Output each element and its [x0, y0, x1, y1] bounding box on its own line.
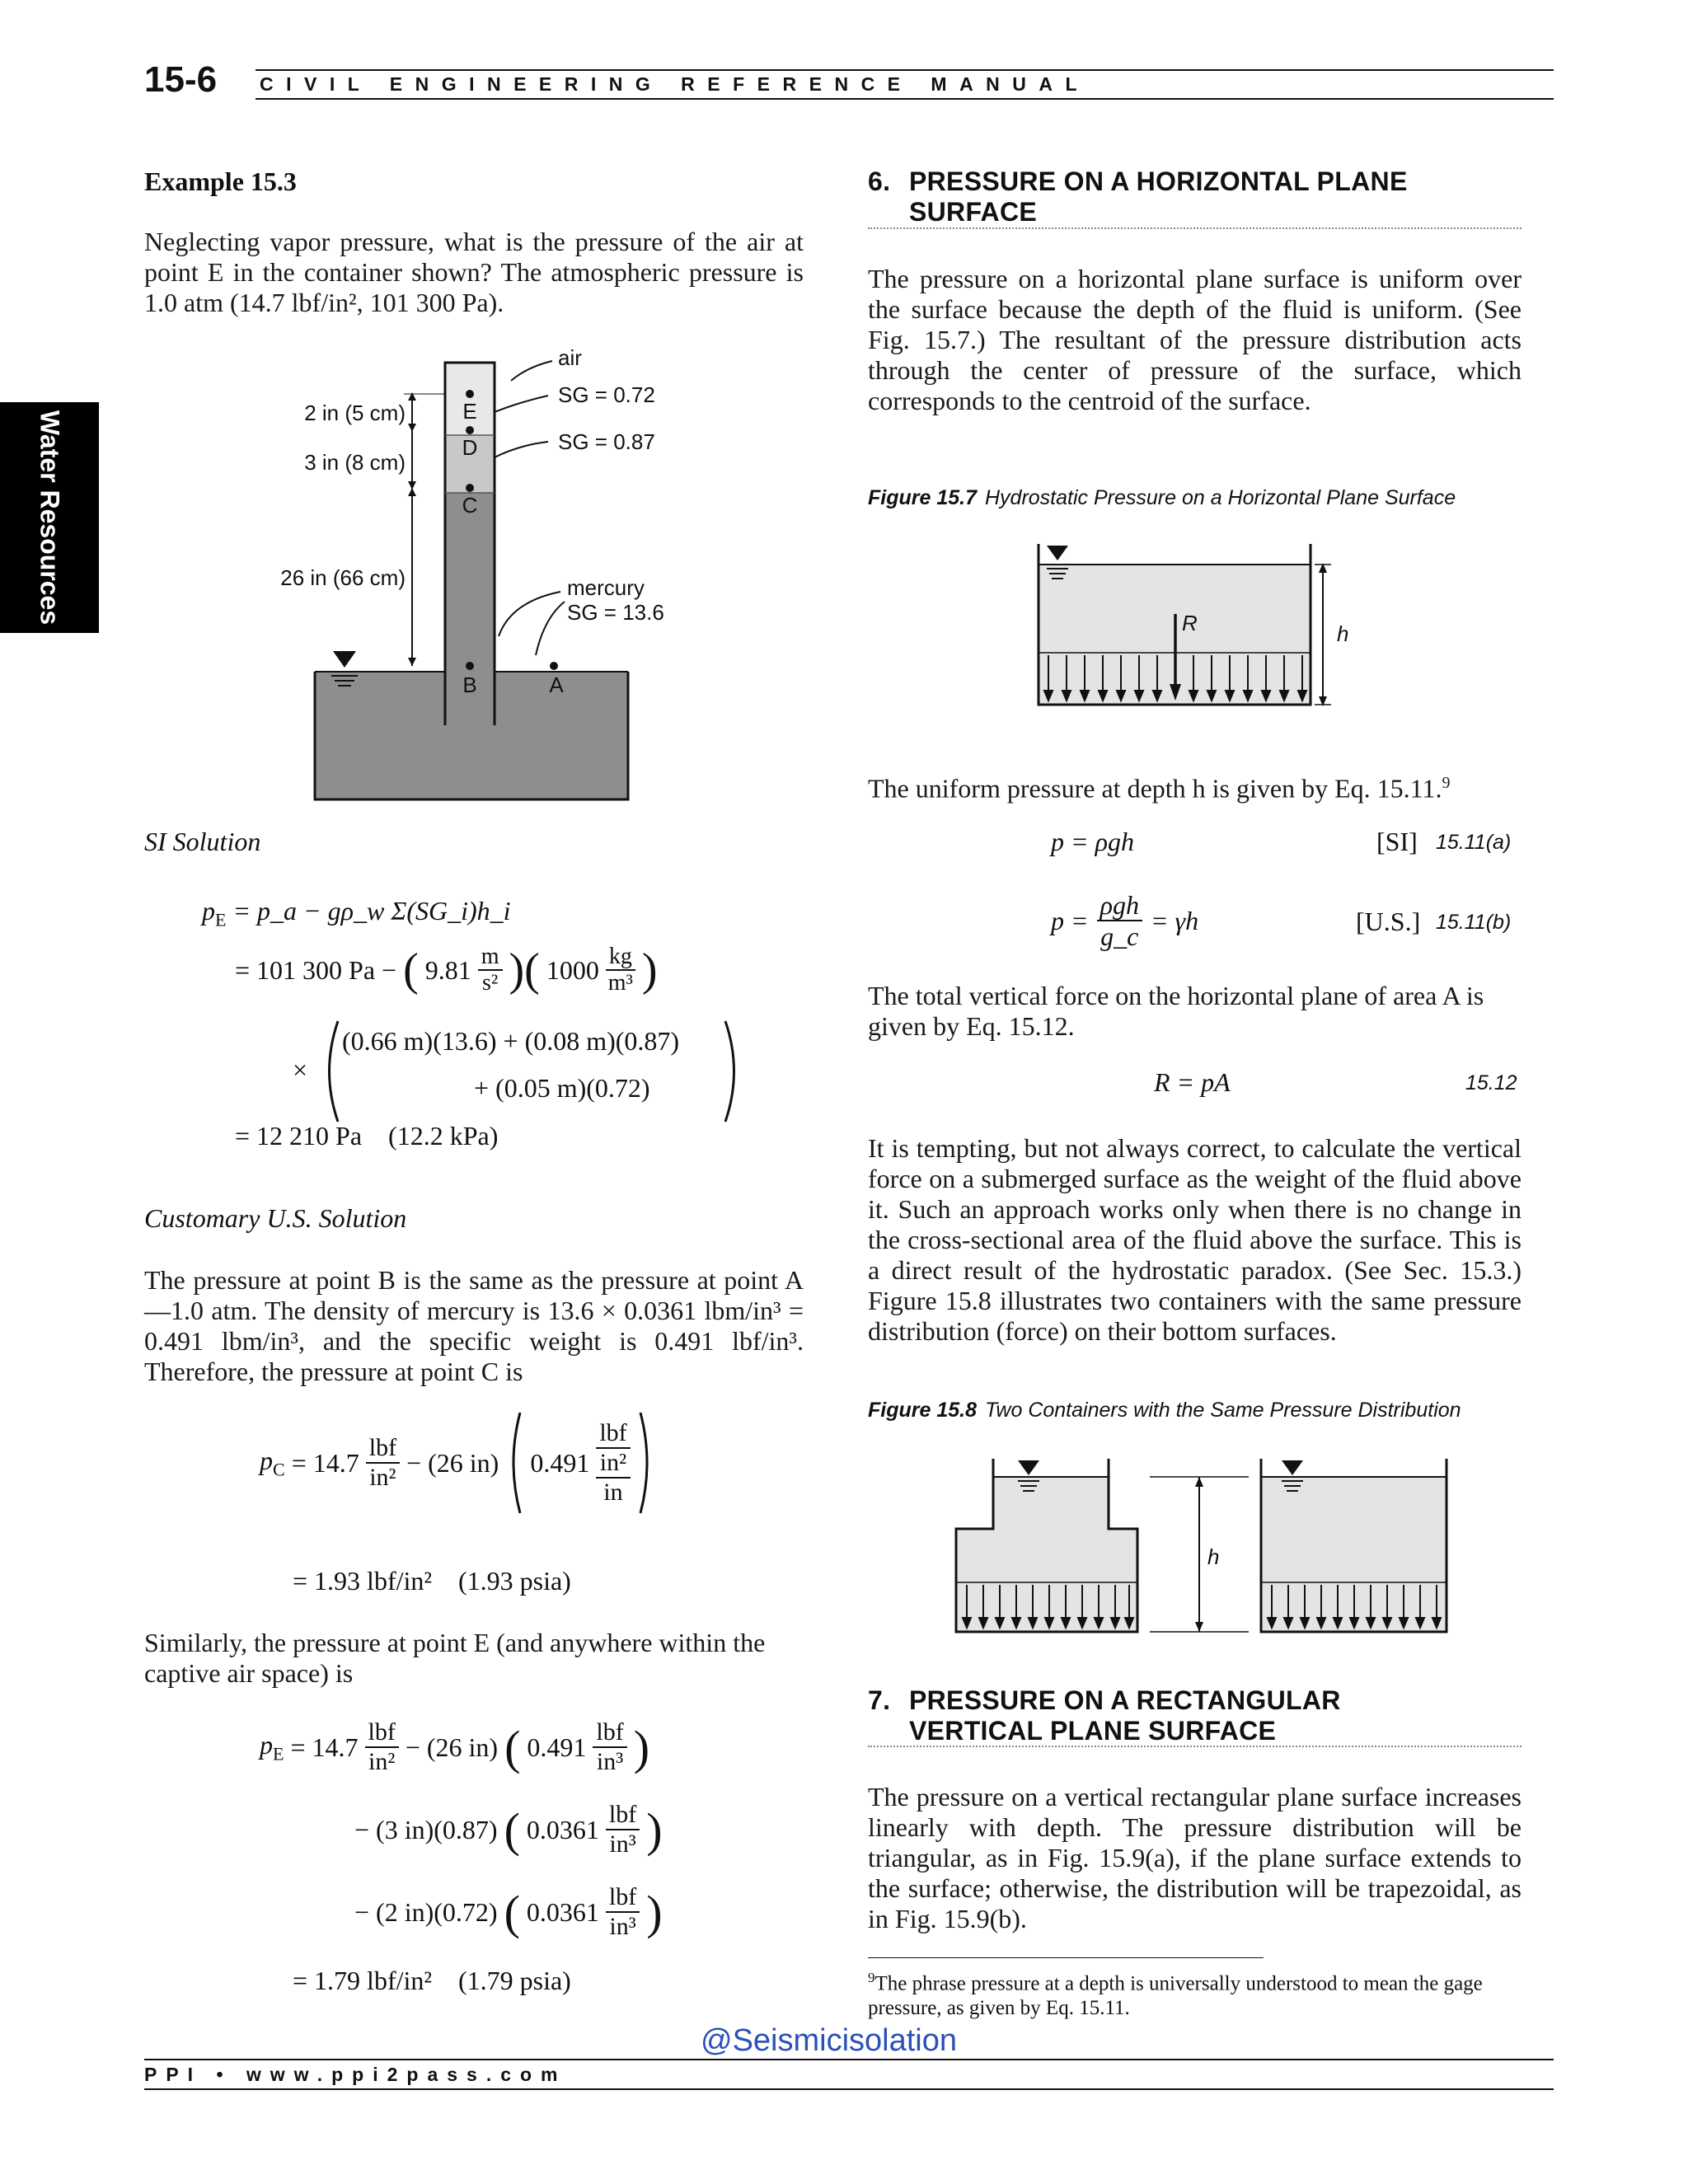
figure157-title: Hydrostatic Pressure on a Horizontal Plane Surface: [985, 486, 1456, 509]
section7-para1: The pressure on a vertical rectangular plane surface increases linearly with depth. The pressure distribution will be triangular, as in Fig. 15.9(a), if the plane surface extends to the surface; otherwise, the distribution will be trapezoidal, as in Fig. 15.9(b).: [868, 1782, 1522, 1933]
label-air: air: [558, 345, 582, 370]
pc-eq: [260, 1409, 655, 1516]
pc-eq-minus: − (26 in): [406, 1447, 499, 1478]
section7-title-line2: VERTICAL PLANE SURFACE: [909, 1716, 1277, 1746]
si-eq-paren-right: [721, 1018, 746, 1125]
eq-1511a-number: 15.11(a): [1436, 831, 1512, 854]
pc-eq-p-sub: C: [273, 1459, 285, 1480]
pe-eq-l1-val: = 14.7: [290, 1732, 359, 1762]
point-e-label: E: [462, 399, 477, 424]
footer-rule-bottom: [144, 2088, 1554, 2090]
point-b-label: B: [462, 673, 477, 697]
us-text1: The pressure at point B is the same as the pressure at point A—1.0 atm. The density of mercury is 13.6 × 0.0361 lbm/in³ = 0.491 lbm/in³, and the specific weight is 0.491 lbf/in³. Therefore, the pressure at point C is: [144, 1265, 804, 1386]
footnote-rule: [868, 1957, 1264, 1958]
point-c-label: C: [462, 493, 478, 518]
pc-eq-paren-right: [637, 1409, 655, 1516]
eq-1511b-lhs: p =: [1051, 905, 1089, 935]
pc-eq-frac1-den: in²: [369, 1464, 396, 1491]
pe-eq-l3-c-num: lbf: [606, 1883, 640, 1913]
section6-number: 6.: [868, 166, 891, 196]
si-heading: SI Solution: [144, 827, 261, 856]
eq-1511b: [1051, 890, 1198, 951]
pe-eq-l2-c-num: lbf: [606, 1801, 640, 1830]
pe-eq-line1: $p_E$ = 14.7 lbf in² − (26 in) ( 0.491 lbf in³ ): [260, 1718, 650, 1775]
si-eq-rho-num: kg: [606, 944, 635, 971]
footnote-text: The phrase pressure at a depth is universally understood to mean the gage pressure, as given by Eq. 15.11.: [868, 1972, 1483, 2020]
section6-rule: [868, 227, 1522, 229]
dim-2in: 2 in (5 cm): [304, 401, 406, 425]
us-text2: Similarly, the pressure at point E (and anywhere within the captive air space) is: [144, 1628, 766, 1688]
point-a-marker: [550, 662, 558, 670]
si-eq-times: ×: [293, 1055, 308, 1085]
si-eq-rho: 1000: [546, 954, 599, 985]
pe-eq-line3: − (2 in)(0.72) ( 0.0361 lbf in³ ): [354, 1883, 663, 1940]
section6-para2-text: The uniform pressure at depth h is given by Eq. 15.11.: [868, 773, 1442, 804]
si-eq-line3a: (0.66 m)(13.6) + (0.08 m)(0.87): [342, 1026, 680, 1056]
eq-1512: R = pA: [1154, 1067, 1231, 1097]
pe-eq-line2: − (3 in)(0.87) ( 0.0361 lbf in³ ): [354, 1801, 663, 1858]
eq-1511b-num: ρgh: [1097, 890, 1142, 921]
pe-eq-p: p: [260, 1729, 273, 1760]
side-tab-label: Water Resources: [35, 410, 65, 626]
section7-title: [868, 1685, 1341, 1746]
pe-eq-l1-minus: − (26 in): [405, 1732, 499, 1762]
eq-1512-number: 15.12: [1465, 1071, 1517, 1094]
section7-rule: [868, 1746, 1522, 1747]
si-eq-line4: = 12 210 Pa (12.2 kPa): [235, 1121, 499, 1151]
pc-eq-big-den: in: [603, 1479, 623, 1506]
pe-eq-result: = 1.79 lbf/in² (1.79 psia): [293, 1966, 571, 1995]
fig157-surface-triangle: [1047, 546, 1068, 560]
label-sg-oil: SG = 0.87: [558, 429, 655, 454]
si-eq-line2-prefix: = 101 300 Pa −: [235, 954, 397, 985]
si-eq-rho-den: m³: [607, 970, 633, 996]
figure158-caption: [868, 1399, 1461, 1422]
section6-para2-fn: 9: [1442, 774, 1451, 792]
pe-eq-l3-c-den: in³: [609, 1913, 636, 1940]
pc-eq-paren-left: [505, 1409, 523, 1516]
pe-eq-l1-frac-num: lbf: [365, 1718, 399, 1748]
figure158: [952, 1451, 1455, 1640]
section6-para4: It is tempting, but not always correct, to calculate the vertical force on a submerged surface as the weight of the fluid above it. Such an approach works only when there is no change in the cross-sectional area of the fluid above the surface. This is a direct result of the hydrostatic paradox. (See Sec. 15.3.) Figure 15.8 illustrates two containers with the same pressure distribution (force) on their bottom surfaces.: [868, 1133, 1522, 1346]
watermark: @Seismicisolation: [701, 2023, 958, 2058]
si-eq-g-den: s²: [481, 970, 499, 996]
manual-title: CIVIL ENGINEERING REFERENCE MANUAL: [260, 73, 1090, 95]
figure158-label: Figure 15.8: [868, 1399, 977, 1422]
eq-1511a-unit: [SI]: [1376, 827, 1418, 856]
fig157-r-label: R: [1182, 611, 1198, 635]
fig157-h-label: h: [1337, 621, 1349, 646]
header-rule-top: [256, 69, 1554, 71]
pe-eq-l1-c-den: in³: [596, 1748, 624, 1775]
dim-3in: 3 in (8 cm): [304, 450, 406, 475]
fig158-h-label: h: [1207, 1544, 1220, 1569]
point-e-marker: [466, 390, 474, 398]
pc-eq-big-num: lbf: [596, 1419, 630, 1449]
pe-eq-l2-c: 0.0361: [526, 1814, 599, 1844]
si-eq-line2: = 101 300 Pa − ( 9.81 $\frac{m}{\text{s²}}$ )( 1000 $\frac{kg}{\text{m³}}$ ): [235, 944, 658, 996]
pc-eq-val2: 0.491: [530, 1447, 590, 1478]
footer-rule-top: [144, 2059, 1554, 2060]
footnote-mark: 9: [868, 1970, 875, 1985]
section6-para3: The total vertical force on the horizontal plane of area A is given by Eq. 15.12.: [868, 981, 1484, 1041]
section6-para1: The pressure on a horizontal plane surface is uniform over the surface because the depth of the fluid is uniform. (See Fig. 15.7.) The resultant of the pressure distribution acts through the center of pressure of the surface, which corresponds to the centroid of the surface.: [868, 264, 1522, 415]
pe-eq-l1-c: 0.491: [527, 1732, 587, 1762]
example-title: Example 15.3: [144, 166, 297, 196]
pc-eq-val1: = 14.7: [291, 1447, 359, 1478]
pe-eq-l2-minus: − (3 in)(0.87): [354, 1814, 498, 1844]
si-eq-paren-left: [317, 1018, 342, 1125]
pe-eq-l3-c: 0.0361: [526, 1896, 599, 1927]
label-mercury: mercury: [567, 575, 645, 600]
pe-eq-l2-c-den: in³: [609, 1830, 636, 1858]
figure157: [1030, 536, 1360, 717]
figure158-title: Two Containers with the Same Pressure Distribution: [985, 1399, 1461, 1422]
label-sg-mercury: SG = 13.6: [567, 600, 664, 625]
label-sg-air: SG = 0.72: [558, 382, 655, 407]
si-eq-line1: [202, 896, 511, 930]
manometer-figure: [264, 330, 692, 808]
eq-1511b-unit: [U.S.]: [1356, 907, 1421, 936]
si-eq-line3b: + (0.05 m)(0.72): [474, 1073, 650, 1103]
eq-1511b-den: g_c: [1100, 921, 1139, 951]
footnote: [868, 1966, 1522, 2021]
si-eq-p-sub: E: [215, 909, 227, 930]
side-tab: [0, 402, 99, 633]
point-b-marker: [466, 662, 474, 670]
section6-title-line1: PRESSURE ON A HORIZONTAL PLANE: [909, 166, 1408, 196]
page-number: 15-6: [144, 59, 218, 100]
pc-eq-p: p: [260, 1445, 273, 1475]
point-c-marker: [466, 484, 474, 492]
pe-eq-p-sub: E: [273, 1743, 284, 1765]
point-a-label: A: [549, 673, 564, 697]
pc-eq-big-mid: in²: [599, 1449, 627, 1476]
free-surface-triangle: [333, 651, 356, 668]
section7-number: 7.: [868, 1685, 891, 1715]
footer-text: PPI • www.ppi2pass.com: [144, 2064, 567, 2085]
si-eq-g: 9.81: [424, 954, 471, 985]
eq-1511b-rhs: = γh: [1150, 905, 1199, 935]
eq-1511b-number: 15.11(b): [1436, 911, 1512, 934]
pe-eq-l3-minus: − (2 in)(0.72): [354, 1896, 498, 1927]
section7-title-line1: PRESSURE ON A RECTANGULAR: [909, 1685, 1341, 1715]
header-rule-bottom: [256, 98, 1554, 100]
us-heading: Customary U.S. Solution: [144, 1203, 407, 1233]
point-d-label: D: [462, 435, 478, 460]
si-eq-p: p: [202, 896, 215, 926]
pe-eq-l1-c-num: lbf: [593, 1718, 626, 1748]
example-problem: Neglecting vapor pressure, what is the pressure of the air at point E in the container shown? The atmospheric pressure is 1.0 atm (14.7 lbf/in², 101 300 Pa).: [144, 227, 804, 317]
pc-eq-result: = 1.93 lbf/in² (1.93 psia): [293, 1566, 571, 1596]
section6-title-line2: SURFACE: [909, 197, 1038, 227]
pc-eq-frac1-num: lbf: [366, 1434, 400, 1464]
si-eq-g-num: m: [478, 944, 503, 971]
section6-title: [868, 166, 1408, 227]
figure157-caption: [868, 486, 1456, 510]
dim-26in: 26 in (66 cm): [280, 565, 406, 590]
figure157-label: Figure 15.7: [868, 486, 977, 509]
pe-eq-l1-frac-den: in²: [368, 1748, 396, 1775]
point-d-marker: [466, 426, 474, 434]
section6-para2: [868, 768, 1527, 804]
si-eq-rhs: = p_a − gρ_w Σ(SG_i)h_i: [232, 896, 511, 926]
eq-1511a: p = ρgh: [1051, 827, 1134, 856]
